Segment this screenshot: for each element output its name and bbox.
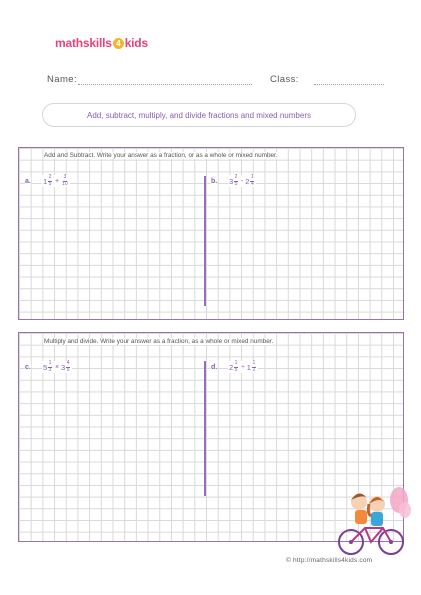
problem-d-fraction1 (234, 361, 238, 373)
section-add-subtract (18, 147, 404, 320)
problem-a-fraction2 (62, 175, 68, 187)
problem-c-whole1: 5 (43, 362, 48, 372)
numerator: 2 (48, 174, 52, 180)
question-label-d: d. (211, 364, 218, 371)
question-label-c: c. (25, 364, 31, 371)
operator-divide: ÷ (240, 363, 245, 371)
problem-d-whole2: 1 (246, 362, 251, 372)
operator-plus: + (54, 177, 60, 185)
problem-d-whole1: 2 (229, 362, 234, 372)
problem-b (228, 175, 256, 187)
problem-d (228, 361, 258, 373)
problem-c (42, 361, 72, 373)
problem-d-fraction2 (252, 361, 256, 373)
logo-text-skills: skills (82, 36, 112, 50)
footer-copyright: © http://mathskills4kids.com (286, 557, 373, 564)
problem-b-fraction2 (250, 175, 254, 187)
denominator: 3 (48, 366, 52, 373)
operator-minus: - (240, 177, 244, 185)
worksheet-title: Add, subtract, multiply, and divide fractions and mixed numbers (42, 103, 356, 127)
denominator: 5 (66, 366, 70, 373)
numerator: 1 (252, 360, 256, 366)
numerator: 4 (66, 360, 70, 366)
section1-instruction: Add and Subtract. Write your answer as a fraction, or as a whole or mixed number. (44, 152, 278, 159)
problem-c-fraction1 (48, 361, 52, 373)
name-label: Name: (47, 74, 77, 85)
numerator: 1 (48, 360, 52, 366)
section2-instruction: Multiply and divide. Write your answer as a fraction, as a whole or mixed number. (44, 338, 274, 345)
section1-divider (204, 176, 206, 306)
denominator: 5 (234, 366, 238, 373)
denominator: 4 (250, 180, 254, 187)
logo-four-badge: 4 (113, 38, 124, 49)
numerator: 1 (250, 174, 254, 180)
problem-b-fraction1 (234, 175, 238, 187)
class-label: Class: (270, 74, 299, 85)
denominator: 2 (252, 366, 256, 373)
problem-c-fraction2 (66, 361, 70, 373)
denominator: 5 (234, 180, 238, 187)
numerator: 1 (234, 360, 238, 366)
class-line[interactable] (314, 84, 384, 85)
problem-b-whole2: 2 (245, 176, 250, 186)
problem-a-fraction1 (48, 175, 52, 187)
question-label-a: a. (25, 178, 31, 185)
denominator: 10 (62, 180, 68, 187)
numerator: 2 (234, 174, 238, 180)
logo-text-kids: kids (124, 36, 148, 50)
problem-a-whole: 1 (43, 176, 48, 186)
problem-c-whole2: 3 (61, 362, 66, 372)
logo-text-math: math (55, 36, 83, 50)
operator-multiply: × (54, 363, 60, 371)
numerator: 3 (63, 174, 67, 180)
question-label-b: b. (211, 178, 218, 185)
site-logo (55, 36, 148, 50)
problem-a (42, 175, 70, 187)
section2-divider (204, 361, 206, 496)
denominator: 5 (48, 180, 52, 187)
name-line[interactable] (78, 84, 252, 85)
kids-on-bicycle-illustration (335, 470, 413, 558)
problem-b-whole1: 3 (229, 176, 234, 186)
